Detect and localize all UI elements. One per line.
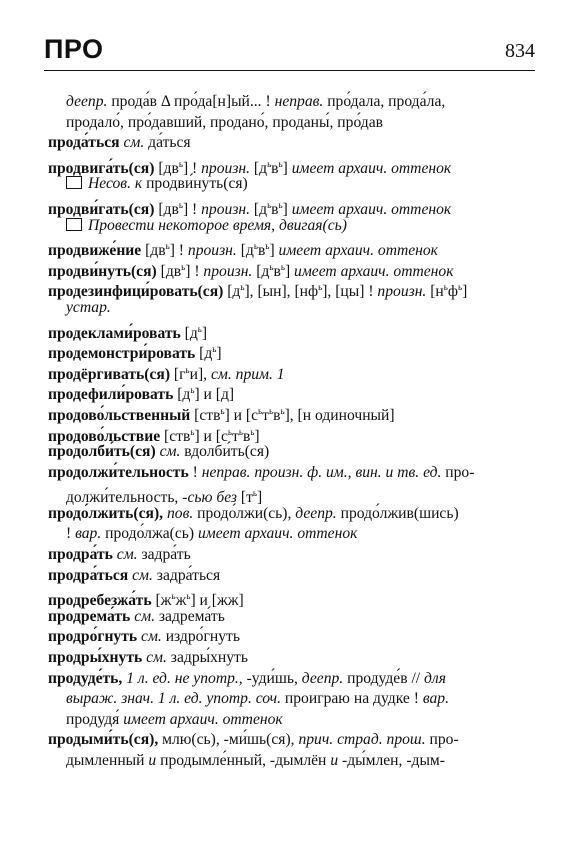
entry-text: ] [284, 262, 295, 280]
entry-line [48, 566, 538, 587]
header-rule [44, 70, 535, 71]
entry-text: продви́нуть(ся) [142, 175, 248, 193]
entry-text: [г [170, 365, 186, 383]
entry-text: [ств [160, 427, 191, 445]
entry-text: издро́гнуть [161, 628, 240, 646]
entry-text: ], [ын], [нф [244, 283, 319, 301]
entry-text: [д [195, 345, 213, 363]
entry-text: ь [190, 385, 195, 396]
entry-text: [дв [141, 242, 166, 260]
entry-text: ь [267, 158, 272, 169]
headword: продёргивать(ся) [48, 365, 171, 383]
entry-text: задра́ться [152, 566, 221, 584]
entry-line [48, 689, 538, 710]
entry-line [48, 463, 538, 484]
entry-text: ь [186, 591, 191, 602]
entry-text: задрема́ть [154, 607, 225, 625]
entry-text: ь [212, 344, 217, 355]
label-italic: для [424, 669, 446, 687]
label-italic: выраж. знач. 1 л. ед. употр. соч. [66, 690, 282, 708]
headword: продви́гать(ся) [48, 201, 155, 219]
entry-line [48, 319, 538, 340]
entry-text: [д [250, 159, 268, 177]
entry-line [48, 339, 538, 363]
entry-text: ! [188, 463, 202, 481]
headword: продыми́ть(ся), [48, 731, 159, 749]
entry-line [48, 92, 538, 113]
entry-text: ь [280, 405, 285, 416]
headword: продра́ться [48, 566, 129, 584]
entry-list [48, 92, 538, 772]
entry-text: ] [216, 345, 222, 363]
entry-text: задра́ть [137, 546, 191, 564]
label-italic: имеет архаич. оттенок [123, 710, 283, 728]
label-italic: вар. [75, 525, 102, 543]
entry-line [48, 586, 538, 610]
entry-line [48, 236, 538, 260]
entry-line [48, 154, 538, 175]
headword: продезинфици́ровать(ся) [48, 283, 224, 301]
entry-line [48, 669, 538, 690]
entry-text: в [273, 262, 281, 280]
entry-line [48, 360, 538, 381]
entry-text: ] ! [182, 201, 202, 219]
entry-text: в [271, 159, 279, 177]
entry-text: ] и [с [194, 427, 228, 445]
entry-text: ь [252, 488, 258, 499]
headword: продра́ть [48, 546, 113, 564]
entry-line [48, 380, 538, 404]
entry-line [48, 710, 538, 731]
headword: продребезжа́ть [48, 592, 152, 610]
entry-line [48, 298, 538, 319]
entry-text: в [271, 201, 279, 219]
label-italic: Провести некоторое время, двигая(сь) [88, 216, 347, 234]
entry-text: ж [175, 592, 187, 610]
label-italic: произн. [201, 201, 251, 219]
entry-text: [д [250, 201, 268, 219]
label-italic: произн. [377, 283, 427, 301]
entry-text: [ж [151, 592, 172, 610]
entry-text: про- [425, 731, 459, 749]
entry-text: [д [236, 242, 254, 260]
headword: продрема́ть [48, 607, 131, 625]
running-header: ПРО [44, 34, 104, 64]
entry-line [48, 442, 538, 463]
entry-text: ь [171, 591, 176, 602]
entry-text: ь [178, 158, 183, 169]
entry-line [48, 607, 538, 628]
label-italic: деепр. [301, 669, 344, 687]
label-italic: сью [187, 489, 213, 507]
entry-text: [д [223, 283, 241, 301]
headword: продемонстри́ровать [48, 345, 196, 363]
entry-text: ] [254, 427, 260, 445]
entry-text: ф [447, 283, 458, 301]
entry-text: в [273, 407, 281, 425]
headword: прода́ться [48, 134, 120, 152]
entry-text: ь [280, 261, 285, 272]
label-italic: см. [119, 134, 145, 152]
entry-text: [дв [156, 262, 182, 280]
headword: продви́нуть(ся) [48, 262, 157, 280]
headword: продуде́ть, [48, 669, 123, 687]
entry-line [48, 174, 538, 195]
label-italic: пов. [166, 504, 194, 522]
entry-text: [д [173, 386, 191, 404]
entry-text: продало́, про́давший, продано́, проданы́, про́дав [66, 113, 384, 131]
entry-text: ] и [с [224, 407, 259, 425]
entry-text: ] [257, 489, 263, 507]
entry-text: [дв [154, 159, 179, 177]
entry-text: ], [цы] ! [322, 283, 378, 301]
entry-line [48, 483, 538, 507]
page-number: 834 [505, 40, 535, 62]
entry-text: [дв [154, 201, 179, 219]
entry-text: [т [237, 489, 253, 507]
entry-text: продудя́ [66, 710, 124, 728]
entry-text: ь [190, 426, 195, 437]
entry-line [48, 257, 538, 278]
label-italic: деепр. [66, 93, 108, 110]
label-italic: см. [130, 607, 155, 625]
headword: продры́хнуть [48, 649, 143, 667]
entry-text: прода́в Δ про́да[н]ый... ! [107, 93, 275, 110]
entry-text: и], [189, 365, 211, 383]
entry-text: ь [240, 282, 245, 293]
entry-text: ь [250, 426, 255, 437]
entry-text: про́дала, прода́ла, [323, 93, 446, 110]
label-italic: произн. [203, 262, 253, 280]
label-italic: см. [155, 443, 181, 461]
entry-text: продо́лжи(сь), [193, 504, 296, 522]
entry-text: [ств [190, 407, 221, 425]
entry-text: ь [278, 158, 283, 169]
entry-text: ь [227, 426, 232, 437]
entry-text: ь [265, 241, 270, 252]
entry-line [48, 113, 538, 134]
entry-text: [д [252, 262, 270, 280]
entry-text: да́ться [144, 134, 191, 152]
entry-text: ] и [д] [194, 386, 235, 404]
entry-text: ь [457, 282, 463, 293]
headword: продро́гнуть [48, 628, 138, 646]
entry-text: ь [197, 323, 202, 334]
label-italic: см. [142, 649, 167, 667]
entry-line [48, 216, 538, 237]
entry-text: ь [253, 241, 258, 252]
entry-text: задры́хнуть [166, 649, 248, 667]
label-italic: см. [137, 628, 162, 646]
entry-text: ] ! [182, 159, 202, 177]
entry-text: ь [443, 282, 448, 293]
entry-text: продо́лжив(шись) [336, 504, 459, 522]
label-italic: вар. [422, 690, 449, 708]
entry-line [48, 627, 538, 648]
headword: продолби́ть(ся) [48, 443, 156, 461]
label-italic: неправ. произн. ф. им., вин. и тв. ед. [201, 463, 442, 481]
label-italic: имеет архаич. оттенок [291, 159, 452, 177]
entry-text: [д [180, 324, 198, 342]
entry-line [48, 133, 538, 154]
headword: продолжи́тельность [48, 463, 189, 481]
label-italic: устар. [66, 298, 111, 316]
entry-text: ! [66, 525, 76, 543]
label-italic: без [216, 489, 238, 507]
entry-text: продуде́в // [343, 669, 425, 687]
entry-line [48, 648, 538, 669]
entry-text: вдолби́ть(ся) [180, 443, 270, 461]
label-italic: деепр. [295, 504, 337, 522]
entry-text: ь [269, 261, 274, 272]
entry-text: ь [268, 405, 274, 416]
label-italic: произн. [201, 159, 251, 177]
label-italic: см. [128, 566, 153, 584]
label-italic: имеет архаич. оттенок [291, 201, 452, 219]
entry-text: ] [269, 242, 279, 260]
headword: продеклами́ровать [48, 324, 181, 342]
entry-line [48, 545, 538, 566]
entry-line [48, 422, 538, 443]
label-italic: произн. [187, 242, 237, 260]
entry-text: в [242, 427, 251, 445]
entry-line [48, 401, 538, 425]
entry-text: ], [н одиночный] [284, 407, 395, 425]
entry-text: ь [267, 199, 272, 210]
headword: продефили́ровать [48, 386, 174, 404]
entry-text: ь [220, 405, 225, 416]
entry-text: ] ! [169, 242, 188, 260]
label-italic: имеет архаич. оттенок [197, 525, 358, 543]
label-italic: и [148, 752, 157, 769]
headword: продвига́ть(ся) [48, 159, 155, 177]
meaning-box-icon [66, 176, 82, 189]
entry-text: ь [278, 199, 283, 210]
headword: продвиже́ние [48, 242, 142, 260]
entry-text: [н [426, 283, 444, 301]
entry-line [48, 504, 538, 525]
entry-text: ь [238, 426, 243, 437]
label-italic: см. [112, 546, 138, 564]
entry-line [48, 277, 538, 301]
entry-text: ь [181, 261, 186, 272]
entry-text: т [232, 427, 239, 445]
entry-text: т [262, 407, 269, 425]
entry-text: проиграю на дудке ! [281, 690, 423, 708]
entry-text: продымле́нный, -дымлён [156, 752, 331, 769]
label-italic: имеет архаич. оттенок [294, 262, 454, 280]
label-italic: и [330, 752, 339, 769]
entry-text: продо́лжа(сь) [101, 525, 198, 543]
label-italic: имеет архаич. оттенок [278, 242, 438, 260]
entry-line [48, 195, 538, 219]
entry-text: ь [178, 199, 183, 210]
entry-text: ] [282, 159, 292, 177]
entry-text: млю(сь), -ми́шь(ся), [158, 731, 299, 749]
entry-text: ь [165, 241, 170, 252]
entry-text: ь [185, 364, 190, 375]
entry-text: ь [258, 405, 263, 416]
entry-text: ] ! [185, 262, 204, 280]
entry-text: должи́тельность, - [66, 489, 188, 507]
entry-text: ] [201, 324, 208, 342]
label-italic: прич. страд. прош. [298, 731, 426, 749]
headword: продово́льствие [48, 427, 161, 445]
headword: продо́лжить(ся), [48, 504, 164, 522]
entry-text: ] [282, 201, 292, 219]
entry-line [48, 751, 538, 772]
meaning-box-icon [66, 218, 82, 231]
entry-text: ] и [жж] [190, 592, 244, 610]
label-italic: 1 л. ед. не употр., [126, 669, 243, 687]
entry-text: -ды́млен, -дым- [338, 752, 445, 769]
entry-line [48, 730, 538, 751]
entry-line [48, 524, 538, 545]
label-italic: см. прим. 1 [210, 365, 285, 383]
entry-text: про- [441, 463, 475, 481]
entry-text: ь [318, 282, 323, 293]
entry-text: в [257, 242, 266, 260]
headword: продово́льственный [48, 407, 191, 425]
label-italic: Несов. к [88, 175, 143, 193]
entry-text: дымленный [66, 752, 149, 769]
entry-text: ] [462, 283, 468, 301]
entry-text: -уди́шь, [242, 669, 302, 687]
label-italic: неправ. [274, 93, 324, 110]
